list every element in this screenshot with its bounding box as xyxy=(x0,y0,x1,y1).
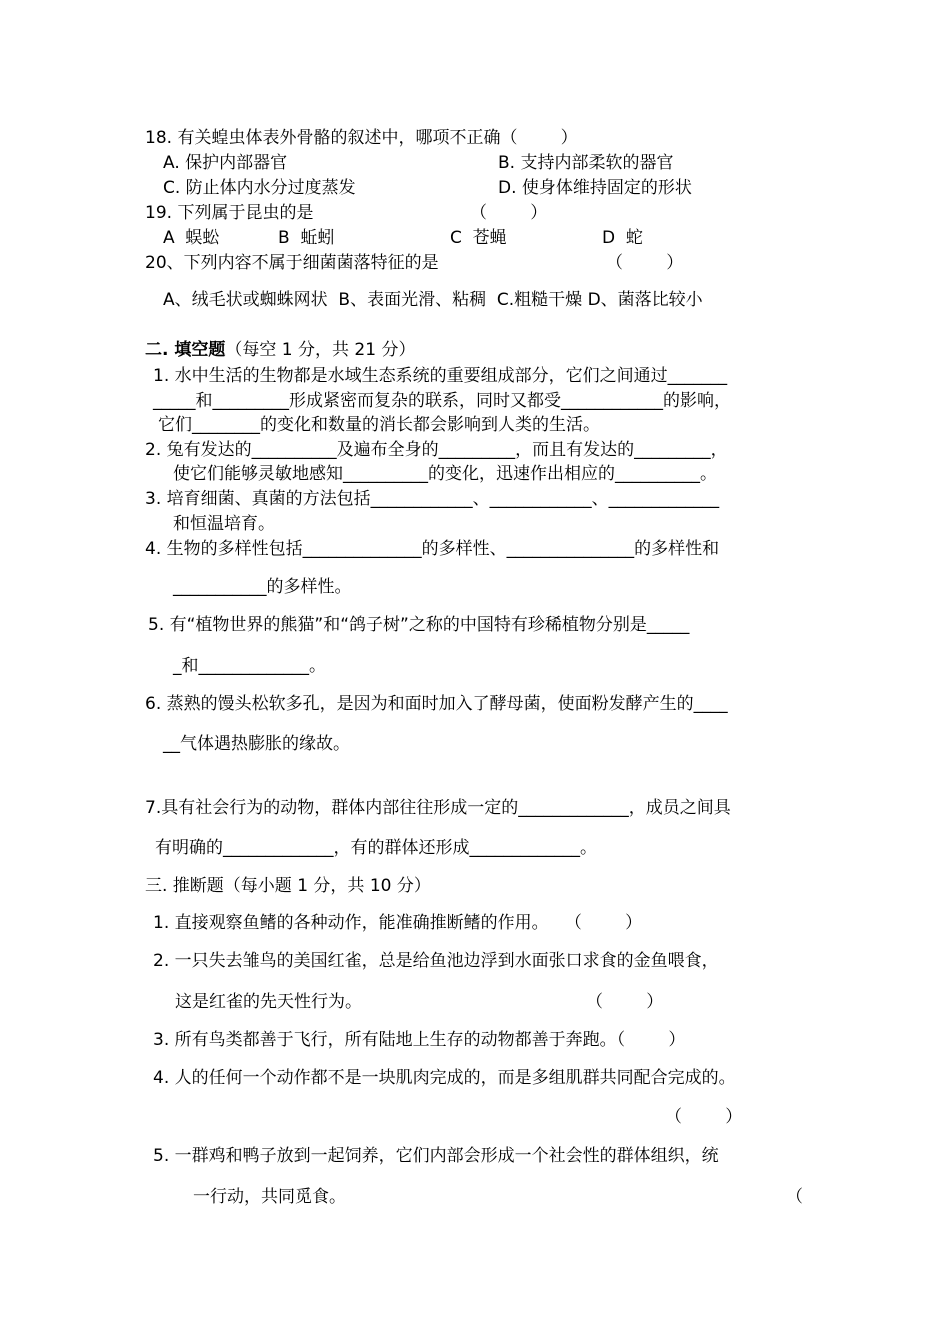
fill-line-6: 3. 培育细菌、真菌的方法包括____________、____________、_____________ xyxy=(145,489,720,509)
fill-line-11: _和_____________。 xyxy=(173,656,326,676)
q19-option-d: D 蛇 xyxy=(602,228,643,248)
fill-line-1: 1. 水中生活的生物都是水域生态系统的重要组成部分，它们之间通过_______ xyxy=(153,366,728,386)
judge-line-3: 这是红雀的先天性行为。 xyxy=(175,992,362,1012)
fill-line-7: 和恒温培育。 xyxy=(173,514,275,534)
q19-answer-paren: （ ） xyxy=(470,203,548,223)
q18-option-d: D. 使身体维持固定的形状 xyxy=(498,178,692,198)
q18-option-c: C. 防止体内水分过度蒸发 xyxy=(163,178,356,198)
judge-line-1: 1. 直接观察鱼鳍的各种动作，能准确推断鳍的作用。 （ ） xyxy=(153,913,643,933)
fill-line-14: 7.具有社会行为的动物，群体内部往往形成一定的_____________，成员之间具 xyxy=(145,798,731,818)
fill-line-8: 4. 生物的多样性包括______________的多样性、_______________的多样性和 xyxy=(145,539,720,559)
q20-options: A、绒毛状或蜘蛛网状 B、表面光滑、粘稠 C.粗糙干燥 D、菌落比较小 xyxy=(163,290,703,310)
q18-option-b: B. 支持内部柔软的器官 xyxy=(498,153,674,173)
section2-heading xyxy=(145,339,415,361)
q19-stem: 19. 下列属于昆虫的是 xyxy=(145,203,314,223)
fill-line-3: 它们________的变化和数量的消长都会影响到人类的生活。 xyxy=(158,415,600,435)
q19-option-a: A 蜈蚣 xyxy=(163,228,220,248)
section2-title: 二. 填空题 xyxy=(145,340,226,360)
fill-line-12: 6. 蒸熟的馒头松软多孔，是因为和面时加入了酵母菌，使面粉发酵产生的____ xyxy=(145,694,728,714)
fill-line-10: 5. 有“植物世界的熊猫”和“鸽子树”之称的中国特有珍稀植物分别是_____ xyxy=(148,615,690,635)
fill-line-2: _____和_________形成紧密而复杂的联系，同时又都受____________的影响， xyxy=(153,391,731,411)
q18-option-a: A. 保护内部器官 xyxy=(163,153,288,173)
judge-line-5: 4. 人的任何一个动作都不是一块肌肉完成的，而是多组肌群共同配合完成的。 xyxy=(153,1068,736,1088)
section2-note: （每空 1 分，共 21 分） xyxy=(225,340,416,360)
fill-line-9: ___________的多样性。 xyxy=(173,577,352,597)
judge-line-7: 一行动，共同觅食。 xyxy=(193,1187,346,1207)
judge-line-6: 5. 一群鸡和鸭子放到一起饲养，它们内部会形成一个社会性的群体组织，统 xyxy=(153,1146,719,1166)
fill-line-13: __气体遇热膨胀的缘故。 xyxy=(163,734,350,754)
q18-stem: 18. 有关蝗虫体表外骨骼的叙述中，哪项不正确（ ） xyxy=(145,128,578,148)
judge-paren-4: （ ） xyxy=(665,1107,743,1127)
fill-line-15: 有明确的_____________，有的群体还形成_____________。 xyxy=(155,838,597,858)
judge-paren-2: （ ） xyxy=(586,992,664,1012)
q20-answer-paren: （ ） xyxy=(606,253,684,273)
section3-title: 三. 推断题（每小题 1 分，共 10 分） xyxy=(145,876,431,896)
judge-line-4: 3. 所有鸟类都善于飞行，所有陆地上生存的动物都善于奔跑。（ ） xyxy=(153,1030,686,1050)
judge-line-2: 2. 一只失去雏鸟的美国红雀，总是给鱼池边浮到水面张口求食的金鱼喂食， xyxy=(153,951,719,971)
fill-line-4: 2. 兔有发达的__________及遍布全身的_________，而且有发达的_________， xyxy=(145,440,728,460)
fill-line-5: 使它们能够灵敏地感知__________的变化，迅速作出相应的__________。 xyxy=(173,464,717,484)
judge-paren-5: （ xyxy=(786,1187,803,1207)
q19-option-b: B 蚯蚓 xyxy=(278,228,335,248)
q20-stem: 20、下列内容不属于细菌菌落特征的是 xyxy=(145,253,439,273)
q19-option-c: C 苍蝇 xyxy=(450,228,507,248)
